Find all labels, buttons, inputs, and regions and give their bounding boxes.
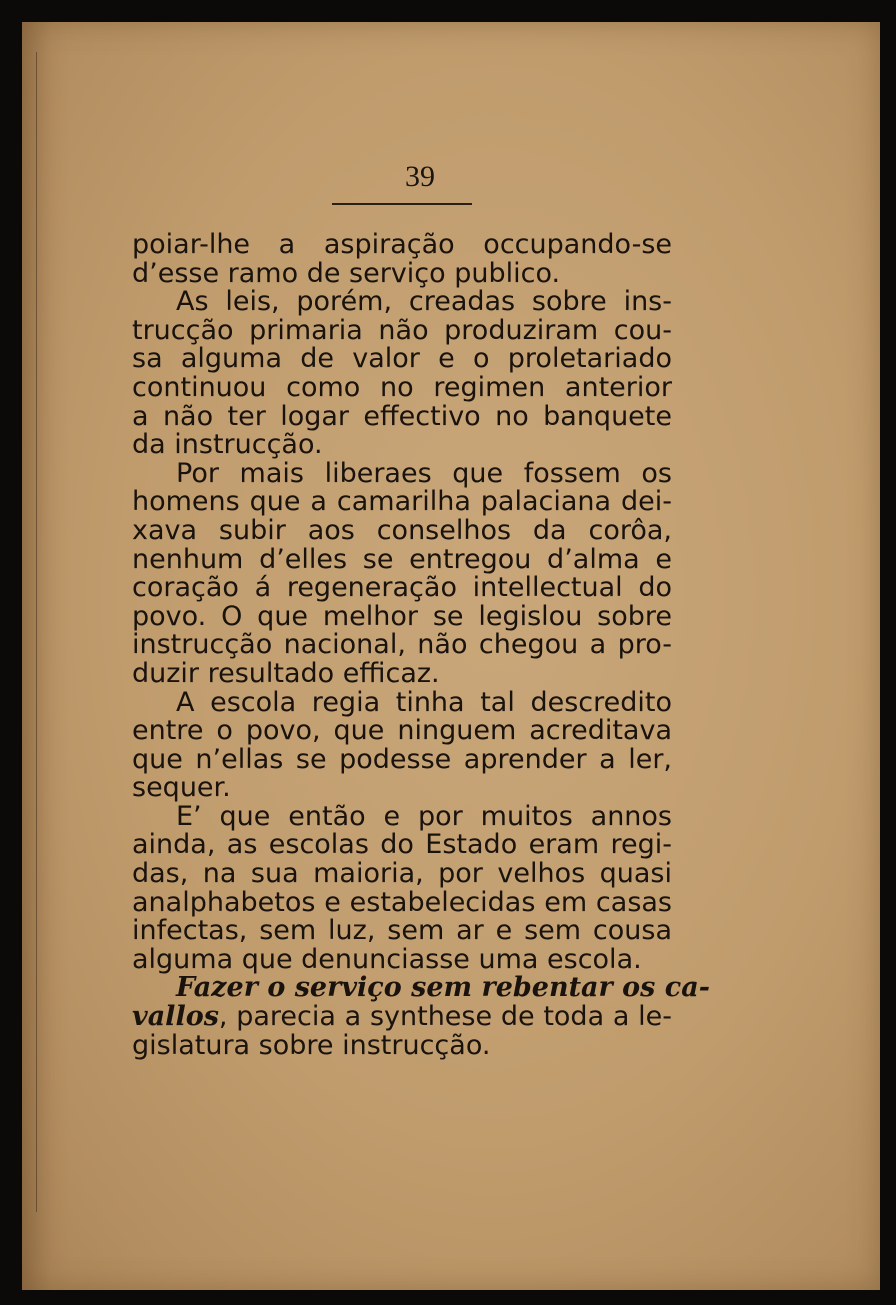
text-line: alguma que denunciasse uma escola.	[132, 943, 642, 975]
page-number: 39	[405, 160, 435, 193]
text-line: d’esse ramo de serviço publico.	[132, 257, 561, 289]
text-line: nenhum d’elles se entregou d’alma e	[132, 543, 672, 575]
text-line: coração á regeneração intellectual do	[132, 572, 672, 604]
text-line: a não ter logar effectivo no banquete	[132, 400, 672, 432]
text-line: sequer.	[132, 772, 231, 804]
text-line: da instrucção.	[132, 429, 323, 461]
text-line: infectas, sem luz, sem ar e sem cousa	[132, 915, 672, 947]
body-text	[132, 229, 710, 1061]
text-line: duzir resultado efficaz.	[132, 657, 440, 689]
text-line: ainda, as escolas do Estado eram regi-	[132, 829, 672, 861]
text-line: das, na sua maioria, por velhos quasi	[132, 858, 672, 890]
binding-gutter	[22, 22, 70, 1290]
text-line-mixed	[132, 1003, 672, 1032]
text-line: poiar-lhe a aspiração occupando-se	[132, 229, 672, 260]
text-line: povo. O que melhor se legislou sobre	[132, 600, 672, 632]
text-line: gislatura sobre instrucção.	[132, 1029, 491, 1061]
paragraph-start: A escola regia tinha tal descredito	[176, 686, 672, 718]
text-line: instrucção nacional, não chegou a pro-	[132, 629, 672, 661]
paragraph-start: Por mais liberaes que fossem os	[176, 457, 672, 489]
text-fragment: , parecia a synthese de toda a le-	[218, 1001, 672, 1033]
binding-edge	[36, 52, 37, 1212]
text-line: homens que a camarilha palaciana dei-	[132, 486, 672, 518]
text-line: continuou como no regimen anterior	[132, 371, 672, 403]
text-line: sa alguma de valor e o proletariado	[132, 343, 672, 375]
text-line: trucção primaria não produziram cou-	[132, 314, 672, 346]
text-line: entre o povo, que ninguem acreditava	[132, 715, 672, 747]
text-line: que n’ellas se podesse aprender a ler,	[132, 743, 672, 775]
book-page	[22, 22, 880, 1290]
header-rule	[332, 203, 472, 205]
text-line: xava subir aos conselhos da corôa,	[132, 514, 672, 546]
paragraph-start: As leis, porém, creadas sobre ins-	[176, 286, 672, 318]
italic-fragment: vallos	[132, 1001, 219, 1033]
text-line: analphabetos e estabelecidas em casas	[132, 886, 672, 918]
italic-line: Fazer o serviço sem rebentar os ca-	[176, 972, 710, 1004]
paragraph-start: E’ que então e por muitos annos	[176, 800, 672, 832]
